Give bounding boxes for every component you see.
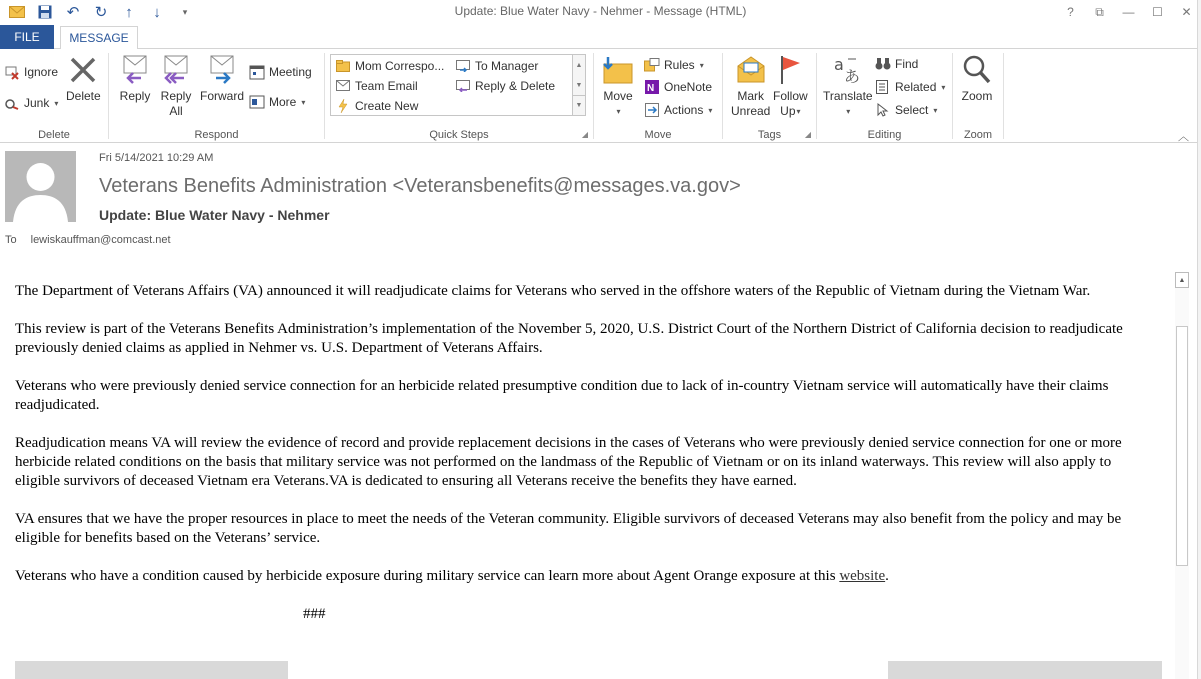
onenote-button[interactable]: N OneNote	[644, 79, 712, 95]
previous-item-icon[interactable]: ↑	[125, 3, 133, 21]
more-icon	[249, 94, 265, 110]
actions-icon	[644, 102, 660, 118]
reply-delete-icon	[455, 78, 471, 94]
group-divider	[1003, 53, 1004, 139]
quick-steps-scrollbar[interactable]	[572, 55, 585, 115]
maximize-button[interactable]: ☐	[1152, 5, 1163, 19]
gallery-more-icon[interactable]: ▼	[573, 95, 585, 115]
lightning-icon	[335, 98, 351, 114]
tags-group-label: Tags	[757, 129, 782, 141]
ribbon	[0, 49, 1197, 143]
redo-icon[interactable]: ↻	[94, 4, 108, 21]
meeting-button[interactable]: Meeting	[249, 64, 312, 80]
tab-file[interactable]: FILE	[0, 25, 54, 49]
ribbon-display-button[interactable]: ⧉	[1095, 4, 1104, 19]
scroll-up-icon[interactable]: ▲	[575, 61, 583, 69]
svg-text:N: N	[647, 83, 655, 94]
delete-button[interactable]: Delete	[66, 53, 101, 104]
dialog-launcher-icon[interactable]: ◢	[581, 130, 588, 139]
zoom-group	[953, 49, 1003, 143]
translate-button[interactable]: a あ Translate ▾	[823, 53, 873, 119]
editing-group-label: Editing	[867, 129, 902, 141]
body-paragraph: This review is part of the Veterans Benefits Administration’s implementation of the November 5, 2020, U.S. District Court of the Northern District of California decision to readjudicate previously denied claims as applied in Nehmer vs. U.S. Department of Veterans Affairs.	[15, 321, 1123, 356]
chevron-down-icon: ▾	[796, 107, 801, 116]
body-paragraph: Readjudication means VA will review the evidence of record and provide replacement decisions in the cases of Veterans who were previously denied service connection for one or more herbicide related conditions on the basis that military service was not performed on the landmass of the Republic of Vietnam or on its inland waterways. This review will also apply to eligible survivors of deceased Vietnam era Veterans.VA is dedicated to ensuring all Veterans receive the benefits they have earned.	[15, 435, 1122, 489]
ignore-button[interactable]: Ignore	[4, 64, 58, 80]
body-paragraph: VA ensures that we have the proper resources in place to meet the needs of the Veteran community. Eligible survivors of deceased Veterans may also benefit from the policy and may be eligible for benefits based on the Veterans’ service.	[15, 511, 1122, 546]
sender[interactable]: Veterans Benefits Administration <Veteransbenefits@messages.va.gov>	[99, 175, 741, 197]
reply-all-icon	[160, 53, 192, 87]
delete-x-icon	[67, 53, 99, 87]
quick-step-to-manager[interactable]: To Manager	[455, 58, 538, 74]
respond-group-label: Respond	[194, 129, 239, 141]
calendar-icon	[249, 64, 265, 80]
to-label: To	[5, 234, 17, 246]
recipients-line	[5, 234, 171, 246]
customize-qat-icon[interactable]: ▾	[182, 6, 188, 17]
team-mail-icon	[335, 78, 351, 94]
translate-icon	[832, 53, 864, 87]
chevron-down-icon: ▾	[933, 105, 938, 115]
move-folder-icon	[602, 53, 634, 87]
ribbon-tabs	[0, 25, 1201, 49]
select-button[interactable]: Select ▾	[875, 102, 937, 118]
chevron-down-icon: ▾	[54, 98, 59, 108]
quick-step-mom[interactable]: Mom Correspo...	[335, 58, 444, 74]
image-placeholder-left	[15, 661, 288, 679]
forward-mail-icon	[455, 58, 471, 74]
window-edge	[1197, 0, 1201, 679]
junk-icon	[4, 95, 20, 111]
scroll-down-icon[interactable]: ▼	[575, 81, 583, 89]
onenote-icon	[644, 79, 660, 95]
find-button[interactable]: Find	[875, 56, 918, 72]
help-button[interactable]: ?	[1067, 5, 1074, 19]
delete-group-label: Delete	[38, 129, 70, 141]
mark-unread-button[interactable]: Mark Unread	[731, 53, 770, 119]
reply-icon	[119, 53, 151, 87]
svg-text:あ: あ	[843, 67, 860, 86]
message-body	[0, 270, 1175, 679]
window-title: Update: Blue Water Navy - Nehmer - Message (HTML)	[454, 4, 747, 18]
message-date: Fri 5/14/2021 10:29 AM	[99, 152, 214, 164]
window-controls	[1056, 0, 1201, 24]
body-paragraph: Veterans who have a condition caused by herbicide exposure during military service can learn more about Agent Orange exposure at this website.	[15, 568, 889, 584]
respond-group	[109, 49, 324, 143]
body-paragraph: Veterans who were previously denied service connection for an herbicide related presumptive condition due to lack of in-country Vietnam service will automatically have their claims readjudicated.	[15, 378, 1109, 413]
forward-icon	[206, 53, 238, 87]
move-group-label: Move	[644, 129, 672, 141]
rules-icon	[644, 57, 660, 73]
delete-group	[0, 49, 108, 143]
quick-step-reply-delete[interactable]: Reply & Delete	[455, 78, 555, 94]
more-respond-button[interactable]: More ▾	[249, 94, 305, 110]
undo-icon[interactable]: ↶	[66, 4, 80, 21]
editing-group	[817, 49, 952, 143]
move-button[interactable]: Move ▾	[602, 53, 634, 119]
actions-button[interactable]: Actions ▾	[644, 102, 712, 118]
chevron-down-icon: ▾	[301, 97, 306, 107]
message-subject: Update: Blue Water Navy - Nehmer	[99, 207, 330, 223]
tab-message[interactable]: MESSAGE	[60, 26, 138, 50]
title-bar	[0, 0, 1201, 24]
next-item-icon[interactable]: ↓	[153, 3, 161, 21]
unread-mail-icon	[735, 53, 767, 87]
follow-up-button[interactable]: Follow Up ▾	[773, 53, 808, 119]
move-group	[594, 49, 722, 143]
close-button[interactable]: ✕	[1181, 5, 1192, 19]
binoculars-icon	[875, 56, 891, 72]
tags-group	[723, 49, 816, 143]
related-button[interactable]: Related ▾	[875, 79, 945, 95]
recipient[interactable]: lewiskauffman@comcast.net	[30, 234, 171, 246]
quick-step-create-new[interactable]: Create New	[335, 98, 418, 114]
quick-steps-gallery	[330, 54, 586, 116]
scroll-thumb[interactable]	[1176, 326, 1188, 566]
mail-folder-icon	[335, 58, 351, 74]
website-link[interactable]: website	[839, 568, 886, 584]
collapse-ribbon-icon[interactable]: ︿	[1178, 131, 1189, 143]
zoom-button[interactable]: Zoom	[961, 53, 993, 104]
chevron-down-icon: ▾	[708, 105, 713, 115]
chevron-down-icon: ▾	[941, 82, 946, 92]
separator-hash: ###	[303, 606, 326, 622]
image-placeholder-right	[888, 661, 1162, 679]
junk-button[interactable]: Junk ▾	[4, 95, 58, 111]
scroll-up-icon[interactable]: ▲	[1175, 272, 1189, 288]
body-text	[15, 282, 1155, 643]
dialog-launcher-icon[interactable]: ◢	[804, 130, 811, 139]
flag-icon	[774, 53, 806, 87]
chevron-down-icon: ▾	[616, 107, 621, 116]
message-header	[0, 144, 1201, 256]
related-icon	[875, 79, 891, 95]
avatar	[5, 151, 76, 222]
chevron-down-icon: ▾	[846, 107, 851, 116]
quick-step-team-email[interactable]: Team Email	[335, 78, 418, 94]
reply-button[interactable]: Reply	[119, 53, 151, 104]
svg-text:a: a	[833, 55, 844, 74]
quick-steps-group-label: Quick Steps	[429, 129, 489, 141]
forward-button[interactable]: Forward	[200, 53, 244, 104]
reply-all-button[interactable]: Reply All	[160, 53, 192, 119]
minimize-button[interactable]: —	[1122, 5, 1135, 19]
zoom-group-label: Zoom	[963, 129, 993, 141]
magnifier-icon	[961, 53, 993, 87]
body-paragraph: The Department of Veterans Affairs (VA) announced it will readjudicate claims for Veterans who served in the offshore waters of the Republic of Vietnam during the Vietnam War.	[15, 283, 1091, 299]
body-scrollbar[interactable]	[1175, 272, 1189, 679]
ignore-icon	[4, 64, 20, 80]
chevron-down-icon: ▾	[699, 60, 704, 70]
rules-button[interactable]: Rules ▾	[644, 57, 704, 73]
cursor-arrow-icon	[875, 102, 891, 118]
